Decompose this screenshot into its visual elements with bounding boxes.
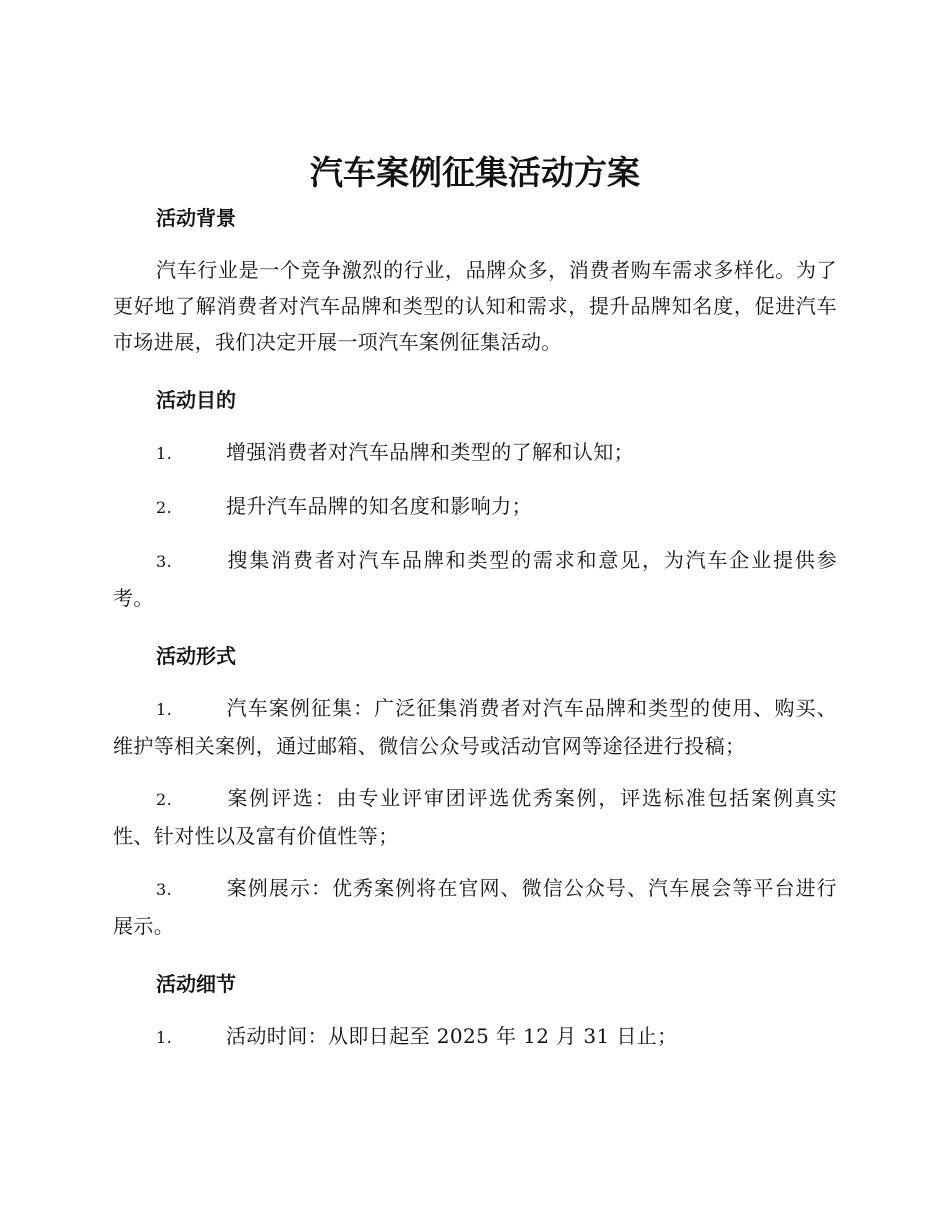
section-purpose — [113, 382, 837, 616]
list-number: 2. — [156, 498, 173, 517]
section-background — [113, 200, 837, 360]
list-item-text: 提升汽车品牌的知名度和影响力； — [226, 494, 532, 518]
section-heading: 活动背景 — [156, 206, 236, 230]
list-item — [113, 434, 837, 472]
section-heading: 活动目的 — [156, 388, 236, 412]
list-number: 3. — [156, 552, 173, 571]
list-number: 3. — [156, 880, 173, 899]
list-item — [113, 488, 837, 526]
list-item-text: 增强消费者对汽车品牌和类型的了解和认知； — [226, 440, 634, 464]
background-paragraph: 汽车行业是一个竞争激烈的行业，品牌众多，消费者购车需求多样化。为了更好地了解消费者对汽车品牌和类型的认知和需求，提升品牌知名度，促进汽车市场进展，我们决定开展一项汽车案例征集活动。 — [113, 258, 837, 354]
list-item-text: 活动时间：从即日起至 2025 年 12 月 31 日止； — [226, 1024, 678, 1048]
list-item-text: 搜集消费者对汽车品牌和类型的需求和意见，为汽车企业提供参考。 — [113, 548, 837, 610]
list-number: 1. — [156, 1028, 173, 1047]
list-number: 1. — [156, 444, 173, 463]
section-heading: 活动形式 — [156, 644, 236, 668]
list-item-text: 案例评选：由专业评审团评选优秀案例，评选标准包括案例真实性、针对性以及富有价值性等； — [113, 786, 837, 848]
list-item — [113, 780, 837, 854]
list-item — [113, 690, 837, 764]
list-item-text: 汽车案例征集：广泛征集消费者对汽车品牌和类型的使用、购买、维护等相关案例，通过邮箱、微信公众号或活动官网等途径进行投稿； — [113, 696, 837, 758]
list-item — [113, 1018, 837, 1056]
list-number: 1. — [156, 700, 173, 719]
section-details — [113, 966, 837, 1056]
section-heading: 活动细节 — [156, 972, 236, 996]
list-number: 2. — [156, 790, 173, 809]
list-item-text: 案例展示：优秀案例将在官网、微信公众号、汽车展会等平台进行展示。 — [113, 876, 837, 938]
section-format — [113, 638, 837, 944]
list-item — [113, 542, 837, 616]
list-item — [113, 870, 837, 944]
document-body — [113, 200, 837, 1056]
page-title: 汽车案例征集活动方案 — [310, 153, 640, 192]
